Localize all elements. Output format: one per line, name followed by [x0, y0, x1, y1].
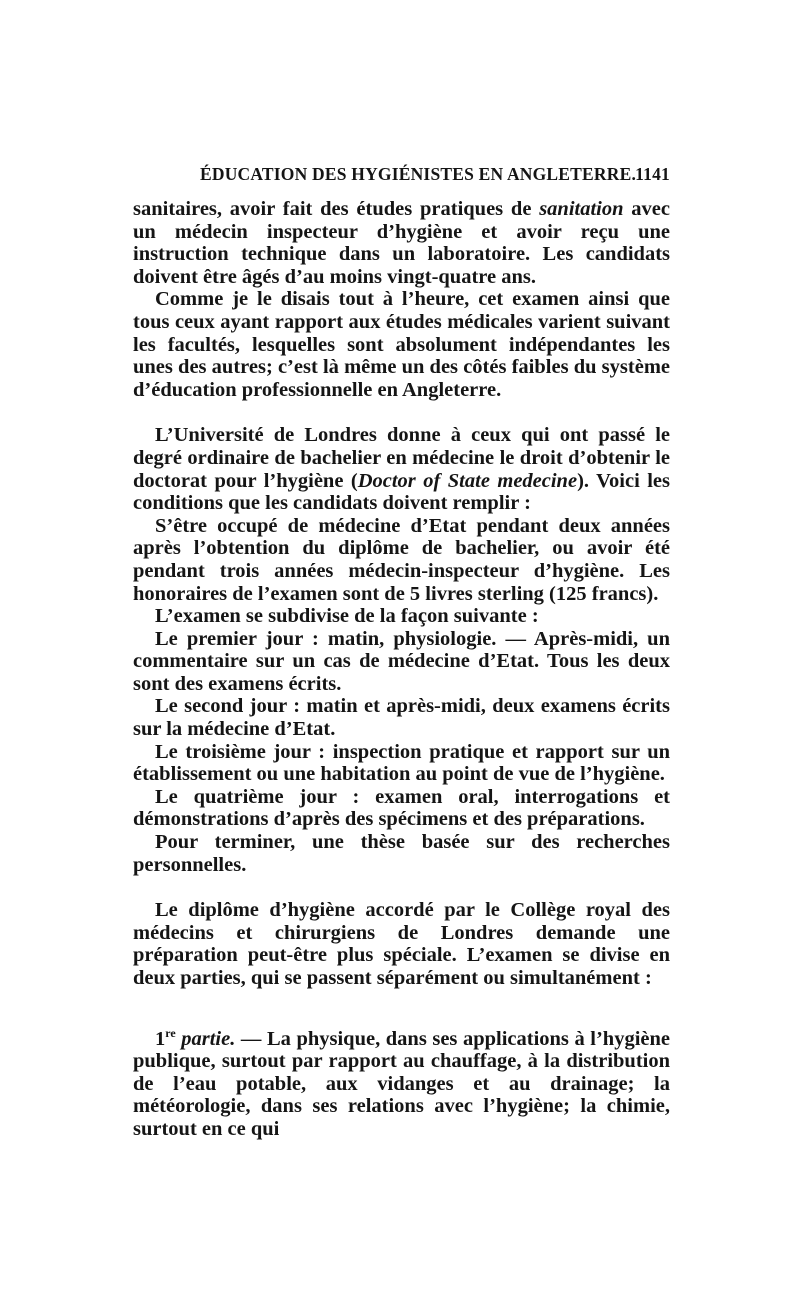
- emphasis-term: Doctor of State medecine: [357, 469, 578, 492]
- running-title: ÉDUCATION DES HYGIÉNISTES EN ANGLETERRE.: [200, 164, 637, 184]
- body-text: [133, 198, 670, 1141]
- paragraph: Le second jour : matin et après-midi, deux examens écrits sur la médecine d’Etat.: [133, 695, 670, 741]
- paragraph: Comme je le disais tout à l’heure, cet examen ainsi que tous ceux ayant rapport aux études médicales varient suivant les facultés, lesquelles sont absolument indépendantes les unes des autres; c’est là même un des côtés faibles du système d’éducation professionnelle en Angleterre.: [133, 288, 670, 401]
- paragraph: Le quatrième jour : examen oral, interrogations et démonstrations d’après des spécimens et des préparations.: [133, 785, 670, 831]
- paragraph: Le diplôme d’hygiène accordé par le Collège royal des médecins et chirurgiens de Londres demande une préparation peut-être plus spéciale. L’examen se divise en deux parties, qui se passent séparément ou simultanément :: [133, 899, 670, 989]
- emphasis-term: partie.: [175, 1027, 236, 1050]
- paragraph: Pour terminer, une thèse basée sur des recherches personnelles.: [133, 831, 670, 876]
- emphasis-term: sanitation: [539, 198, 624, 220]
- paragraph: S’être occupé de médecine d’Etat pendant deux années après l’obtention du diplôme de bachelier, ou avoir été pendant trois années médecin-inspecteur d’hygiène. Les honoraires de l’examen sont de 5 livres sterling (125 francs).: [133, 514, 670, 605]
- running-head: [200, 164, 670, 185]
- paragraph: Le premier jour : matin, physiologie. — Après-midi, un commentaire sur un cas de médecine d’Etat. Tous les deux sont des examens écrits.: [133, 627, 670, 695]
- paragraph: L’Université de Londres donne à ceux qui ont passé le degré ordinaire de bachelier en médecine le droit d’obtenir le doctorat pour l’hygiène (Doctor of State medecine). Voici les conditions que les candidats doivent remplir :: [133, 424, 670, 515]
- paragraph-continuation: sanitaires, avoir fait des études pratiques de sanitation avec un médecin inspecteur d’hygiène et avoir reçu une instruction technique dans un laboratoire. Les candidats doivent être âgés d’au moins vingt-quatre ans.: [133, 198, 670, 288]
- paragraph: Le troisième jour : inspection pratique et rapport sur un établissement ou une habitation au point de vue de l’hygiène.: [133, 740, 670, 786]
- page-number: 1141: [635, 164, 670, 184]
- paragraph: L’examen se subdivise de la façon suivante :: [155, 605, 539, 628]
- paragraph: 1re partie. — La physique, dans ses applications à l’hygiène publique, surtout par rapport au chauffage, à la distribution de l’eau potable, aux vidanges et au drainage; la météorologie, dans ses relations avec l’hygiène; la chimie, surtout en ce qui: [133, 1025, 671, 1140]
